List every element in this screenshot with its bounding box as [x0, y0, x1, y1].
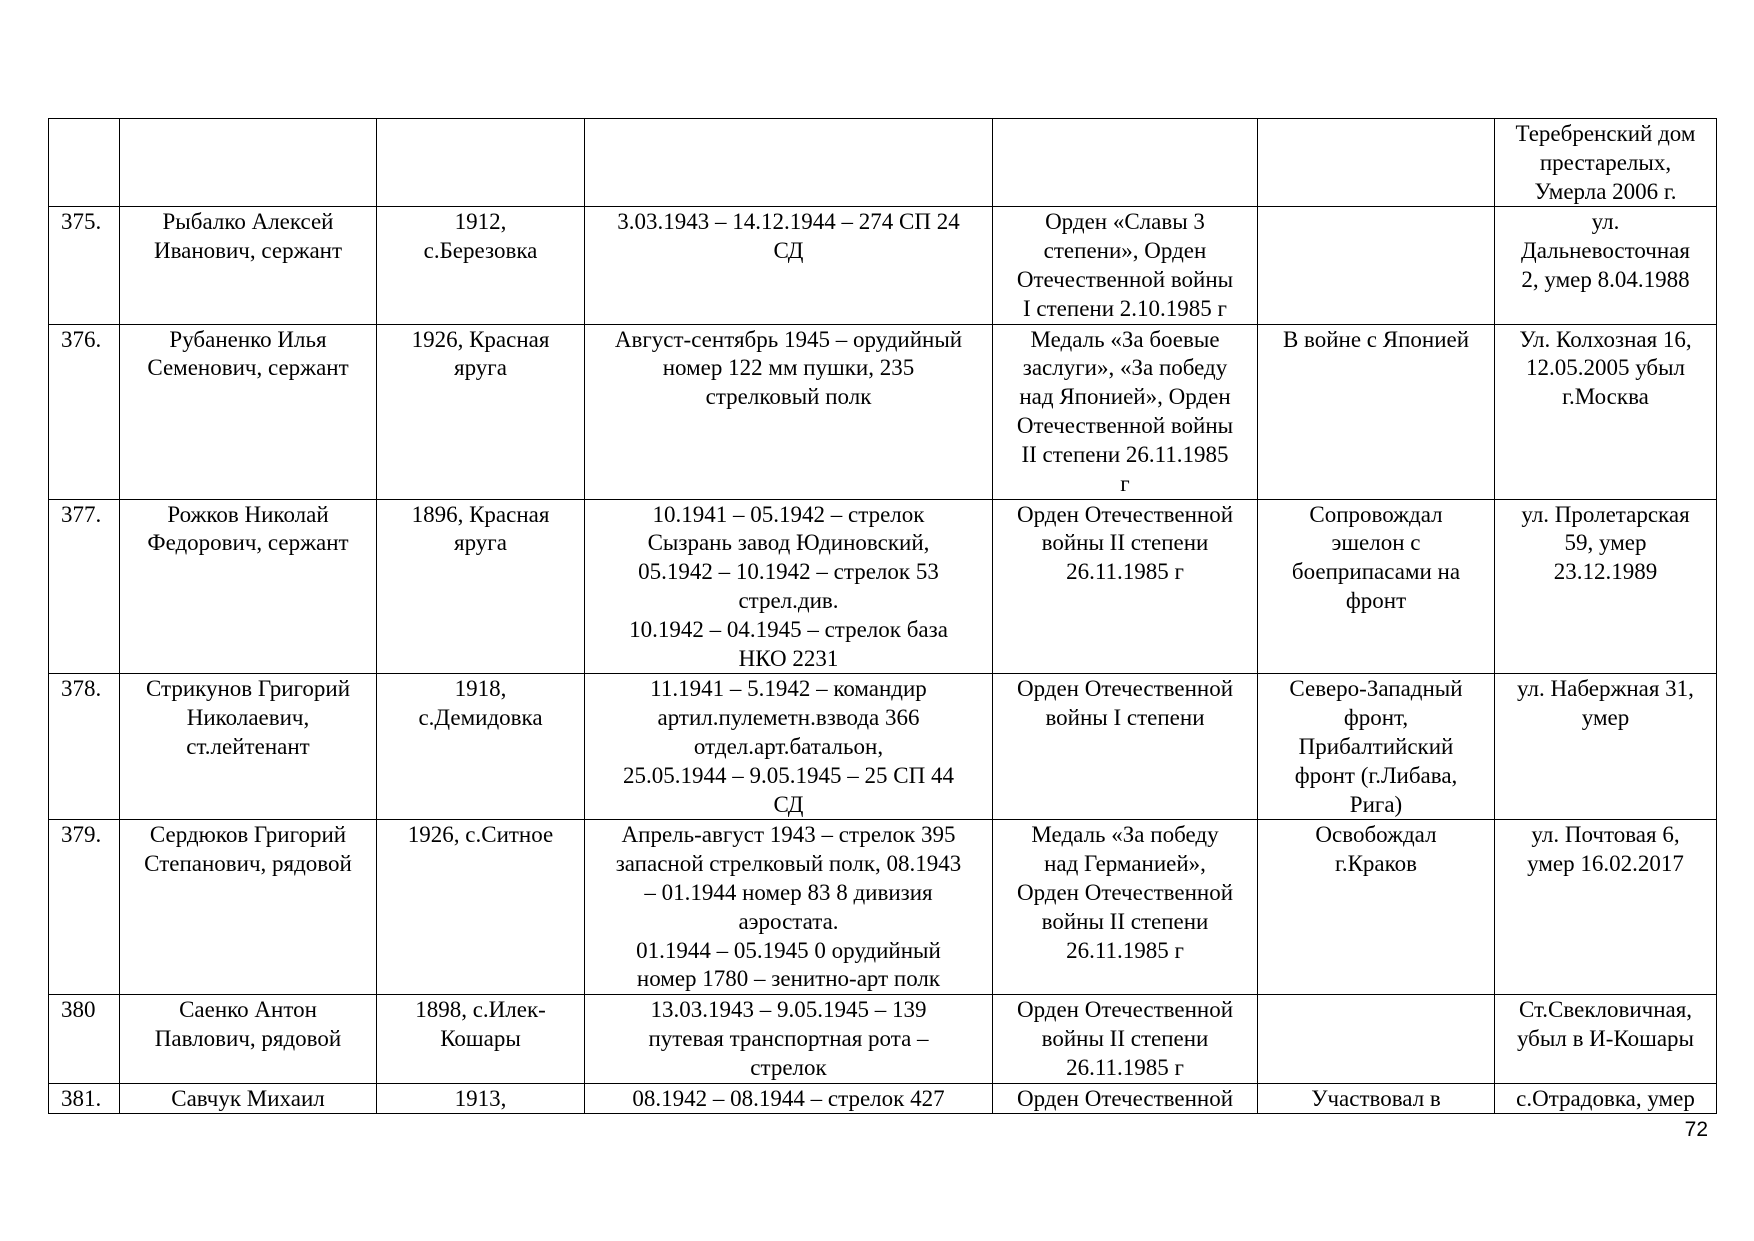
notes: Северо-Западный фронт, Прибалтийский фронт (г.Либава, Рига) [1258, 674, 1495, 820]
row-number [49, 119, 120, 207]
fate-address: ул. Пролетарская 59, умер 23.12.1989 [1495, 499, 1717, 674]
table-row [49, 119, 1717, 207]
table-row [49, 1083, 1717, 1114]
notes [1258, 995, 1495, 1083]
awards: Орден Отечественной войны II степени 26.11.1985 г [993, 499, 1258, 674]
table-row [49, 207, 1717, 324]
fate-address: Ул. Колхозная 16, 12.05.2005 убыл г.Москва [1495, 324, 1717, 499]
notes: В войне с Японией [1258, 324, 1495, 499]
awards: Орден Отечественной [993, 1083, 1258, 1114]
person-name: Рыбалко Алексей Иванович, сержант [120, 207, 377, 324]
person-name: Стрикунов Григорий Николаевич, ст.лейтенант [120, 674, 377, 820]
fate-address: Ст.Свекловичная, убыл в И-Кошары [1495, 995, 1717, 1083]
fate-address: ул. Дальневосточная 2, умер 8.04.1988 [1495, 207, 1717, 324]
table-row [49, 499, 1717, 674]
awards: Орден Отечественной войны II степени 26.11.1985 г [993, 995, 1258, 1083]
row-number: 376. [49, 324, 120, 499]
person-name: Рубаненко Илья Семенович, сержант [120, 324, 377, 499]
page-number: 72 [1684, 1118, 1708, 1141]
person-name: Рожков Николай Федорович, сержант [120, 499, 377, 674]
fate-address: Теребренский дом престарелых, Умерла 2006 г. [1495, 119, 1717, 207]
person-name [120, 119, 377, 207]
person-name: Савчук Михаил [120, 1083, 377, 1114]
service-record: 3.03.1943 – 14.12.1944 – 274 СП 24 СД [585, 207, 993, 324]
service-record [585, 119, 993, 207]
birth-info: 1918, с.Демидовка [377, 674, 585, 820]
fate-address: ул. Набержная 31, умер [1495, 674, 1717, 820]
birth-info: 1896, Красная яруга [377, 499, 585, 674]
person-name: Саенко Антон Павлович, рядовой [120, 995, 377, 1083]
awards [993, 119, 1258, 207]
birth-info [377, 119, 585, 207]
birth-info: 1926, Красная яруга [377, 324, 585, 499]
row-number: 377. [49, 499, 120, 674]
service-record: 10.1941 – 05.1942 – стрелок Сызрань завод Юдиновский, 05.1942 – 10.1942 – стрелок 53 стрел.див. 10.1942 – 04.1945 – стрелок база НКО 2231 [585, 499, 993, 674]
row-number: 381. [49, 1083, 120, 1114]
table-row [49, 674, 1717, 820]
service-record: Апрель-август 1943 – стрелок 395 запасной стрелковый полк, 08.1943 – 01.1944 номер 83 8 дивизия аэростата. 01.1944 – 05.1945 0 орудийный номер 1780 – зенитно-арт полк [585, 820, 993, 995]
awards: Орден Отечественной войны I степени [993, 674, 1258, 820]
service-record: 13.03.1943 – 9.05.1945 – 139 путевая транспортная рота – стрелок [585, 995, 993, 1083]
notes: Участвовал в [1258, 1083, 1495, 1114]
records-table [48, 118, 1717, 1114]
service-record: 08.1942 – 08.1944 – стрелок 427 [585, 1083, 993, 1114]
row-number: 375. [49, 207, 120, 324]
birth-info: 1912, с.Березовка [377, 207, 585, 324]
awards: Орден «Славы 3 степени», Орден Отечественной войны I степени 2.10.1985 г [993, 207, 1258, 324]
birth-info: 1898, с.Илек- Кошары [377, 995, 585, 1083]
table-row [49, 324, 1717, 499]
table-row [49, 995, 1717, 1083]
fate-address: ул. Почтовая 6, умер 16.02.2017 [1495, 820, 1717, 995]
service-record: 11.1941 – 5.1942 – командир артил.пулеметн.взвода 366 отдел.арт.батальон, 25.05.1944 – 9.05.1945 – 25 СП 44 СД [585, 674, 993, 820]
notes: Сопровождал эшелон с боеприпасами на фронт [1258, 499, 1495, 674]
birth-info: 1926, с.Ситное [377, 820, 585, 995]
service-record: Август-сентябрь 1945 – орудийный номер 122 мм пушки, 235 стрелковый полк [585, 324, 993, 499]
birth-info: 1913, [377, 1083, 585, 1114]
person-name: Сердюков Григорий Степанович, рядовой [120, 820, 377, 995]
row-number: 380 [49, 995, 120, 1083]
fate-address: с.Отрадовка, умер [1495, 1083, 1717, 1114]
row-number: 378. [49, 674, 120, 820]
notes [1258, 207, 1495, 324]
awards: Медаль «За боевые заслуги», «За победу над Японией», Орден Отечественной войны II степени 26.11.1985 г [993, 324, 1258, 499]
notes [1258, 119, 1495, 207]
notes: Освобождал г.Краков [1258, 820, 1495, 995]
awards: Медаль «За победу над Германией», Орден Отечественной войны II степени 26.11.1985 г [993, 820, 1258, 995]
row-number: 379. [49, 820, 120, 995]
table-row [49, 820, 1717, 995]
